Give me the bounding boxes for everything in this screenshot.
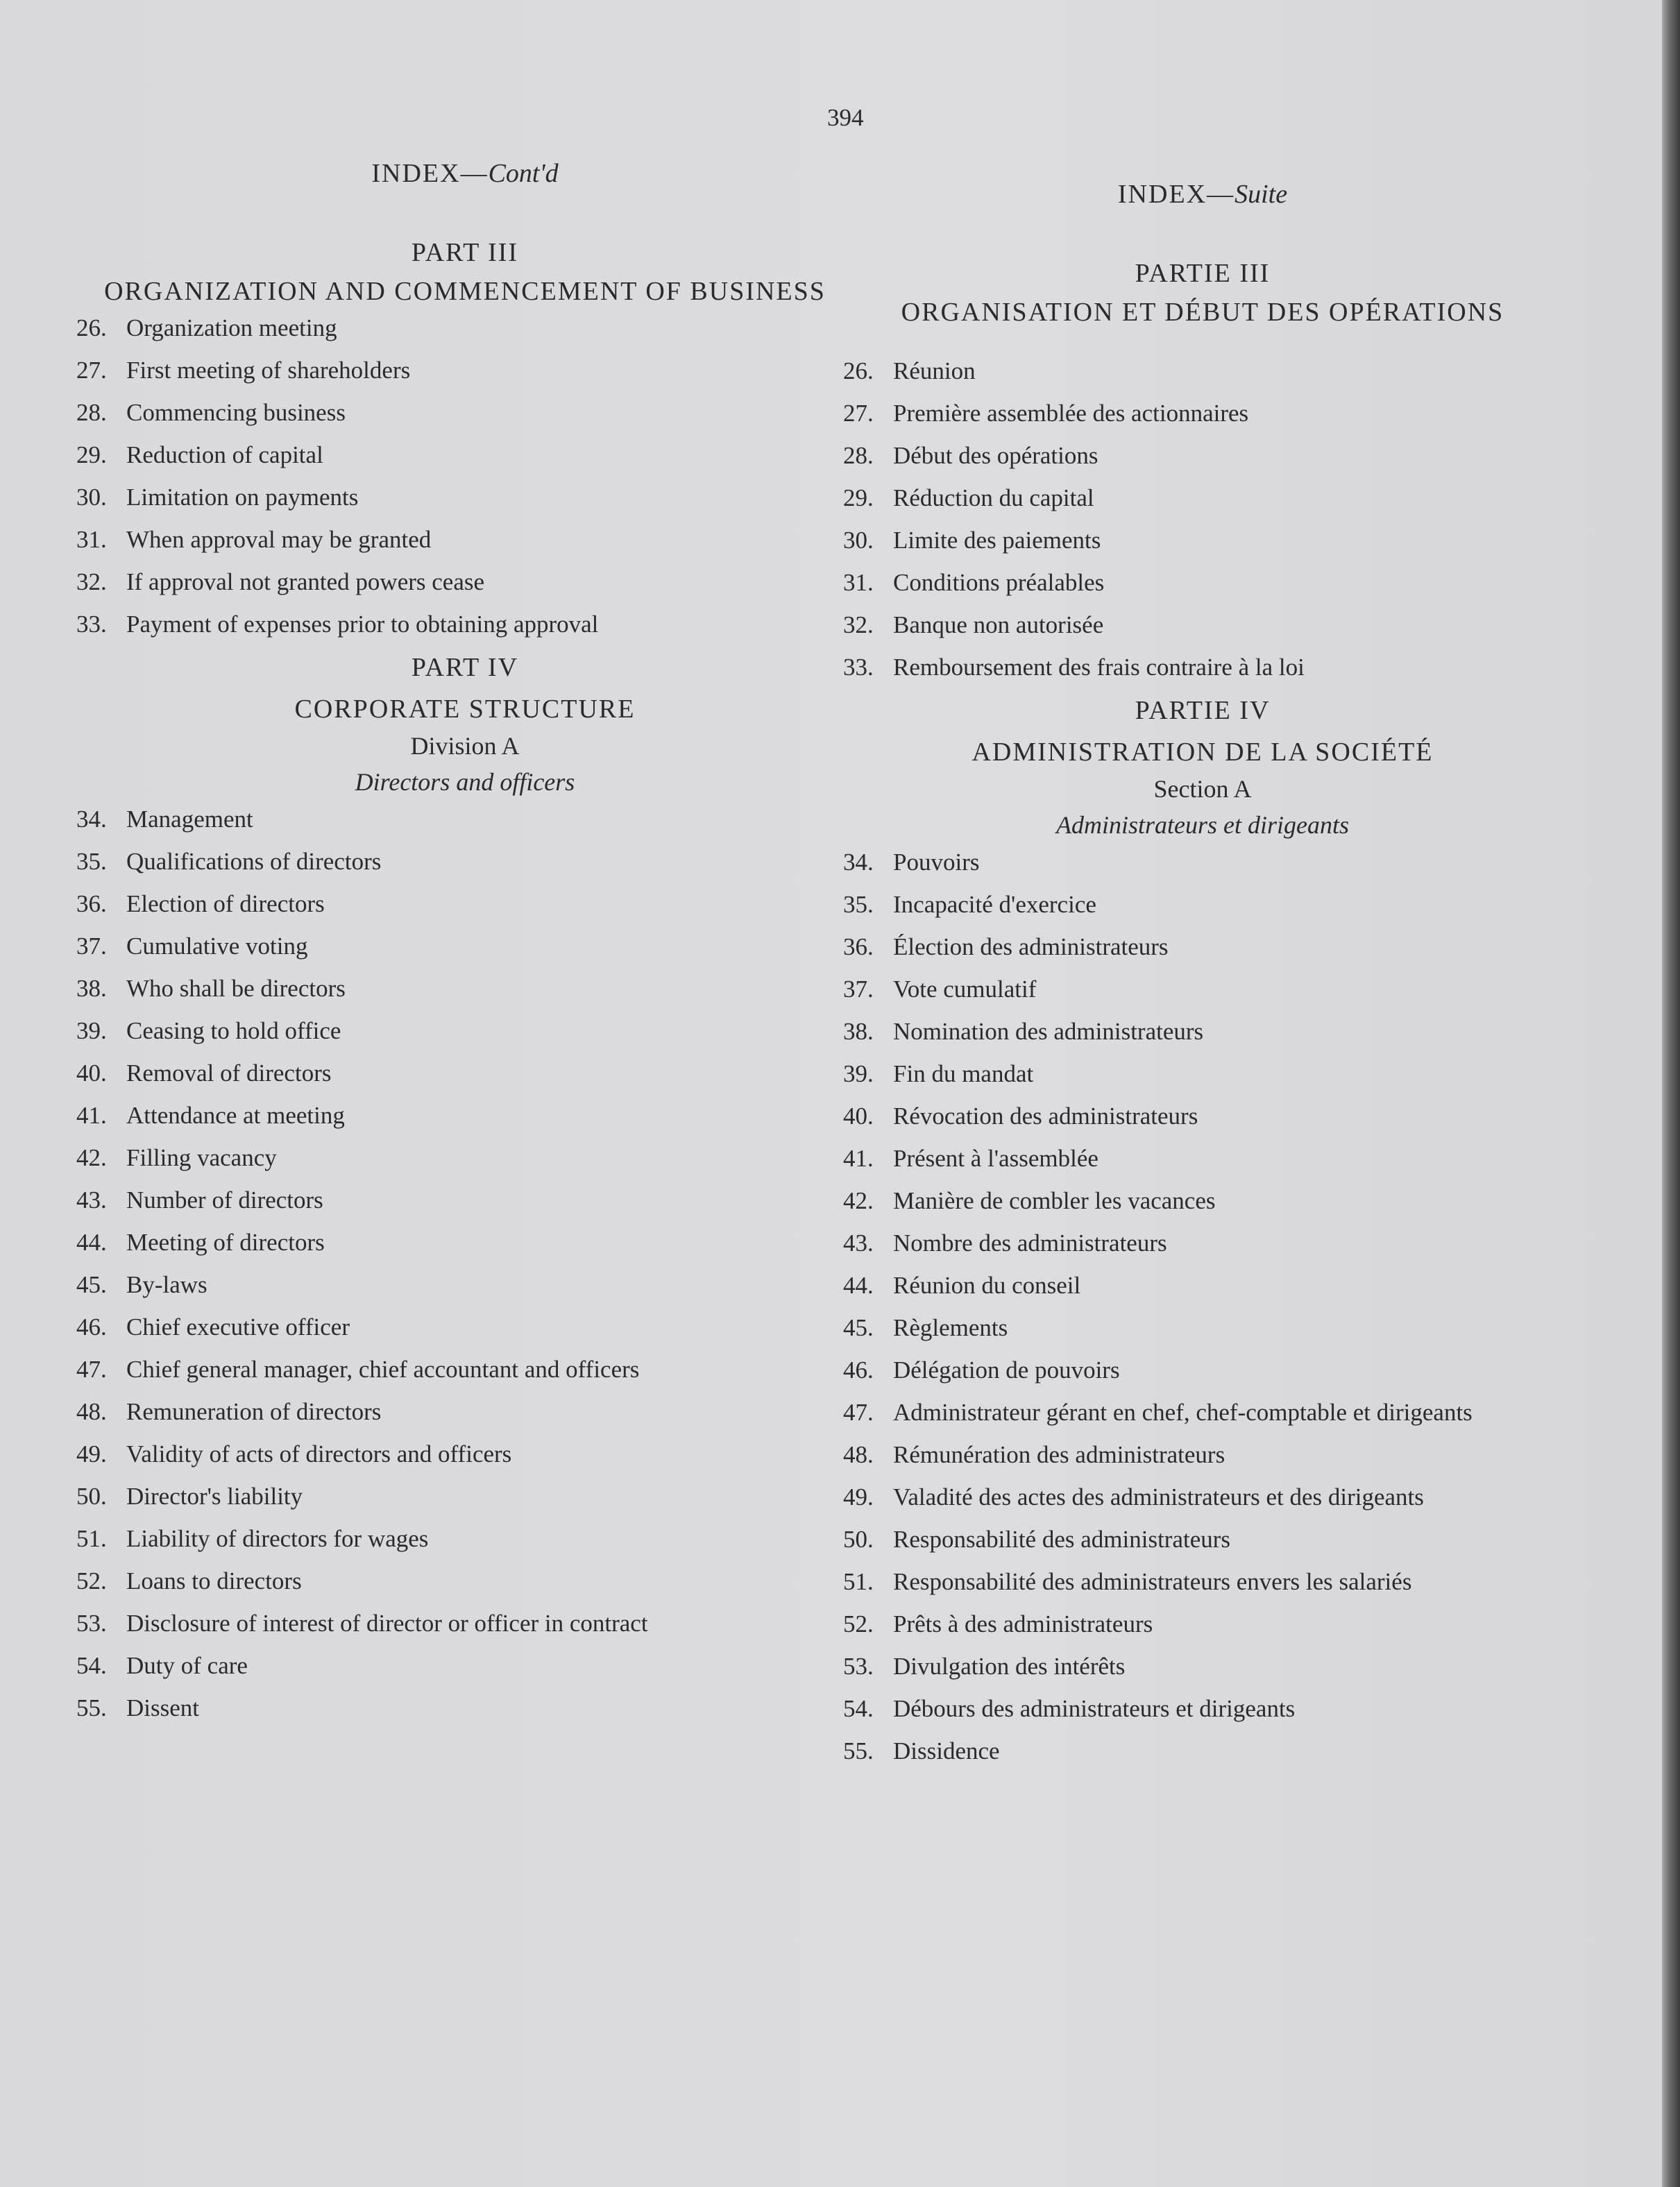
page-number: 394 bbox=[827, 104, 864, 131]
list-item bbox=[76, 356, 854, 385]
section-number: 48. bbox=[843, 1441, 874, 1468]
section-number: 54. bbox=[76, 1652, 107, 1679]
section-title: Limitation on payments bbox=[126, 484, 359, 511]
list-item bbox=[843, 1229, 1562, 1258]
section-number: 44. bbox=[76, 1229, 107, 1256]
section-title: Meeting of directors bbox=[126, 1229, 325, 1256]
section-title: Attendance at meeting bbox=[126, 1102, 345, 1129]
section-number: 39. bbox=[843, 1060, 874, 1087]
section-number: 49. bbox=[76, 1440, 107, 1467]
section-title: Réunion du conseil bbox=[893, 1272, 1081, 1299]
part-heading: PARTIE III bbox=[1135, 259, 1271, 288]
section-title: Pouvoirs bbox=[893, 849, 980, 876]
list-item bbox=[843, 1525, 1562, 1554]
section-title: Reduction of capital bbox=[126, 441, 323, 468]
section-number: 33. bbox=[76, 611, 107, 638]
list-item bbox=[76, 441, 854, 470]
part-title: ORGANIZATION AND COMMENCEMENT OF BUSINESS bbox=[104, 277, 826, 306]
list-item bbox=[843, 1356, 1562, 1385]
section-title: Remuneration of directors bbox=[126, 1398, 382, 1425]
section-number: 39. bbox=[76, 1017, 107, 1044]
section-number: 36. bbox=[76, 890, 107, 917]
list-item bbox=[843, 484, 1562, 513]
section-title: Première assemblée des actionnaires bbox=[893, 400, 1249, 427]
section-title: Filling vacancy bbox=[126, 1144, 277, 1171]
list-item bbox=[76, 314, 854, 343]
section-number: 52. bbox=[843, 1610, 874, 1637]
section-number: 36. bbox=[843, 933, 874, 960]
list-item bbox=[76, 1694, 854, 1723]
section-title: Chief general manager, chief accountant and officers bbox=[126, 1356, 640, 1383]
section-number: 47. bbox=[843, 1399, 874, 1426]
index-title-suffix: Cont'd bbox=[488, 159, 559, 188]
part-title: ADMINISTRATION DE LA SOCIÉTÉ bbox=[971, 738, 1434, 767]
part-title: ORGANISATION ET DÉBUT DES OPÉRATIONS bbox=[901, 298, 1504, 327]
list-item bbox=[843, 1017, 1562, 1046]
section-title: Disclosure of interest of director or officer in contract bbox=[126, 1610, 648, 1637]
list-item bbox=[76, 890, 854, 919]
section-number: 31. bbox=[843, 569, 874, 596]
section-number: 31. bbox=[76, 526, 107, 553]
section-title: Réunion bbox=[893, 357, 976, 384]
index-title bbox=[76, 158, 854, 207]
part-title: CORPORATE STRUCTURE bbox=[294, 695, 636, 724]
section-number: 41. bbox=[76, 1102, 107, 1129]
list-item bbox=[843, 848, 1562, 877]
section-title: Validity of acts of directors and officers bbox=[126, 1440, 512, 1467]
list-item bbox=[843, 1398, 1562, 1427]
section-title: Début des opérations bbox=[893, 442, 1098, 469]
list-item bbox=[76, 1101, 854, 1130]
list-item bbox=[843, 933, 1562, 962]
page-edge bbox=[1662, 0, 1680, 2187]
list-item bbox=[76, 483, 854, 512]
list-item bbox=[843, 1483, 1562, 1512]
list-item bbox=[76, 974, 854, 1003]
list-item bbox=[76, 1524, 854, 1554]
section-title: Délégation de pouvoirs bbox=[893, 1356, 1120, 1384]
section-title: Cumulative voting bbox=[126, 933, 308, 960]
section-number: 37. bbox=[843, 976, 874, 1003]
section-number: 42. bbox=[843, 1187, 874, 1214]
subdivision-heading: Administrateurs et dirigeants bbox=[1056, 811, 1349, 839]
section-title: Organization meeting bbox=[126, 314, 337, 341]
list-item bbox=[843, 399, 1562, 428]
section-title: Dissidence bbox=[893, 1737, 1000, 1764]
index-title bbox=[843, 179, 1562, 228]
section-number: 26. bbox=[76, 314, 107, 341]
section-number: 54. bbox=[843, 1695, 874, 1722]
section-title: Présent à l'assemblée bbox=[893, 1145, 1098, 1172]
division-heading: Division A bbox=[410, 732, 520, 760]
section-title: Administrateur gérant en chef, chef-comptable et dirigeants bbox=[893, 1399, 1473, 1426]
list-item bbox=[843, 1694, 1562, 1724]
part-heading: PART IV bbox=[411, 653, 519, 682]
index-title-suffix: Suite bbox=[1234, 180, 1288, 209]
section-title: Liability of directors for wages bbox=[126, 1525, 429, 1552]
list-item bbox=[843, 653, 1562, 682]
section-title: Rémunération des administrateurs bbox=[893, 1441, 1225, 1468]
section-number: 45. bbox=[76, 1271, 107, 1298]
section-title: Management bbox=[126, 806, 253, 833]
section-title: Responsabilité des administrateurs envers les salariés bbox=[893, 1568, 1412, 1595]
section-number: 28. bbox=[76, 399, 107, 426]
section-title: Vote cumulatif bbox=[893, 976, 1037, 1003]
section-title: Chief executive officer bbox=[126, 1313, 350, 1341]
section-number: 50. bbox=[76, 1483, 107, 1510]
section-title: Prêts à des administrateurs bbox=[893, 1610, 1153, 1637]
section-list bbox=[843, 848, 1562, 1766]
section-title: Manière de combler les vacances bbox=[893, 1187, 1216, 1214]
section-title: By-laws bbox=[126, 1271, 207, 1298]
section-title: Incapacité d'exercice bbox=[893, 891, 1096, 918]
list-item bbox=[843, 1737, 1562, 1766]
section-title: When approval may be granted bbox=[126, 526, 432, 553]
index-title-text: INDEX— bbox=[371, 159, 489, 188]
section-title: Election of directors bbox=[126, 890, 325, 917]
list-item bbox=[76, 1228, 854, 1257]
section-title: Conditions préalables bbox=[893, 569, 1105, 596]
section-title: Commencing business bbox=[126, 399, 346, 426]
section-number: 27. bbox=[76, 357, 107, 384]
section-title: Révocation des administrateurs bbox=[893, 1103, 1198, 1130]
section-number: 33. bbox=[843, 654, 874, 681]
list-item bbox=[76, 1609, 854, 1638]
section-title: Who shall be directors bbox=[126, 975, 346, 1002]
section-number: 51. bbox=[76, 1525, 107, 1552]
section-number: 38. bbox=[76, 975, 107, 1002]
list-item bbox=[843, 611, 1562, 640]
list-item bbox=[76, 568, 854, 597]
list-item bbox=[843, 1144, 1562, 1173]
section-number: 41. bbox=[843, 1145, 874, 1172]
section-number: 38. bbox=[843, 1018, 874, 1045]
section-number: 51. bbox=[843, 1568, 874, 1595]
section-number: 30. bbox=[843, 527, 874, 554]
section-title: Dissent bbox=[126, 1694, 199, 1721]
list-item bbox=[76, 1313, 854, 1342]
list-item bbox=[76, 1651, 854, 1680]
list-item bbox=[76, 1143, 854, 1173]
section-number: 53. bbox=[76, 1610, 107, 1637]
section-number: 47. bbox=[76, 1356, 107, 1383]
section-number: 32. bbox=[76, 568, 107, 595]
list-item bbox=[76, 847, 854, 876]
part-heading: PART III bbox=[411, 238, 519, 267]
list-item bbox=[843, 1060, 1562, 1089]
section-title: Payment of expenses prior to obtaining approval bbox=[126, 611, 599, 638]
list-item bbox=[76, 1270, 854, 1300]
section-title: Débours des administrateurs et dirigeants bbox=[893, 1695, 1296, 1722]
subdivision-heading: Directors and officers bbox=[355, 768, 575, 796]
section-title: Règlements bbox=[893, 1314, 1008, 1341]
division-heading: Section A bbox=[1153, 775, 1252, 803]
section-title: Divulgation des intérêts bbox=[893, 1653, 1126, 1680]
section-title: Fin du mandat bbox=[893, 1060, 1034, 1087]
section-title: If approval not granted powers cease bbox=[126, 568, 485, 595]
section-title: Limite des paiements bbox=[893, 527, 1101, 554]
list-item bbox=[843, 441, 1562, 470]
list-item bbox=[843, 1440, 1562, 1470]
list-item bbox=[76, 525, 854, 554]
list-item bbox=[843, 568, 1562, 597]
section-number: 30. bbox=[76, 484, 107, 511]
list-item bbox=[843, 357, 1562, 386]
section-title: Removal of directors bbox=[126, 1060, 332, 1087]
section-title: Réduction du capital bbox=[893, 484, 1094, 511]
list-item bbox=[76, 1482, 854, 1511]
section-number: 34. bbox=[843, 849, 874, 876]
index-title-text: INDEX— bbox=[1117, 180, 1235, 209]
list-item bbox=[76, 1397, 854, 1427]
list-item bbox=[76, 1440, 854, 1469]
section-number: 50. bbox=[843, 1526, 874, 1553]
section-number: 26. bbox=[843, 357, 874, 384]
section-number: 29. bbox=[76, 441, 107, 468]
section-number: 43. bbox=[76, 1186, 107, 1214]
list-item bbox=[76, 1059, 854, 1088]
section-number: 55. bbox=[76, 1694, 107, 1721]
list-item bbox=[843, 1652, 1562, 1681]
section-number: 46. bbox=[76, 1313, 107, 1341]
list-item bbox=[76, 1355, 854, 1384]
section-title: Valadité des actes des administrateurs et des dirigeants bbox=[893, 1483, 1424, 1511]
section-title: Number of directors bbox=[126, 1186, 323, 1214]
section-title: Ceasing to hold office bbox=[126, 1017, 341, 1044]
section-number: 43. bbox=[843, 1229, 874, 1257]
section-title: Duty of care bbox=[126, 1652, 248, 1679]
list-item bbox=[843, 1567, 1562, 1597]
section-number: 27. bbox=[843, 400, 874, 427]
french-column bbox=[843, 179, 1562, 1779]
section-number: 42. bbox=[76, 1144, 107, 1171]
section-number: 55. bbox=[843, 1737, 874, 1764]
list-item bbox=[76, 932, 854, 961]
section-list bbox=[843, 357, 1562, 682]
section-number: 46. bbox=[843, 1356, 874, 1384]
section-list bbox=[76, 805, 854, 1723]
section-number: 29. bbox=[843, 484, 874, 511]
list-item bbox=[843, 1313, 1562, 1343]
list-item bbox=[843, 1102, 1562, 1131]
section-title: Élection des administrateurs bbox=[893, 933, 1169, 960]
section-number: 35. bbox=[76, 848, 107, 875]
section-number: 28. bbox=[843, 442, 874, 469]
section-title: Director's liability bbox=[126, 1483, 303, 1510]
english-column bbox=[76, 158, 854, 1736]
section-title: Remboursement des frais contraire à la loi bbox=[893, 654, 1305, 681]
section-number: 44. bbox=[843, 1272, 874, 1299]
section-title: Responsabilité des administrateurs bbox=[893, 1526, 1231, 1553]
section-title: Qualifications of directors bbox=[126, 848, 382, 875]
section-title: Loans to directors bbox=[126, 1567, 302, 1594]
list-item bbox=[76, 610, 854, 639]
list-item bbox=[76, 1567, 854, 1596]
list-item bbox=[843, 1186, 1562, 1216]
list-item bbox=[76, 1186, 854, 1215]
part-heading: PARTIE IV bbox=[1135, 696, 1271, 725]
section-number: 49. bbox=[843, 1483, 874, 1511]
section-number: 40. bbox=[76, 1060, 107, 1087]
section-number: 37. bbox=[76, 933, 107, 960]
section-list bbox=[76, 314, 854, 639]
section-number: 45. bbox=[843, 1314, 874, 1341]
section-number: 34. bbox=[76, 806, 107, 833]
section-title: Banque non autorisée bbox=[893, 611, 1104, 638]
list-item bbox=[76, 398, 854, 427]
section-number: 48. bbox=[76, 1398, 107, 1425]
section-title: Nombre des administrateurs bbox=[893, 1229, 1167, 1257]
list-item bbox=[843, 526, 1562, 555]
list-item bbox=[76, 805, 854, 834]
list-item bbox=[843, 1610, 1562, 1639]
list-item bbox=[76, 1016, 854, 1046]
section-number: 52. bbox=[76, 1567, 107, 1594]
section-number: 35. bbox=[843, 891, 874, 918]
section-number: 53. bbox=[843, 1653, 874, 1680]
section-title: Nomination des administrateurs bbox=[893, 1018, 1204, 1045]
list-item bbox=[843, 890, 1562, 919]
section-title: First meeting of shareholders bbox=[126, 357, 411, 384]
section-number: 40. bbox=[843, 1103, 874, 1130]
list-item bbox=[843, 1271, 1562, 1300]
section-number: 32. bbox=[843, 611, 874, 638]
list-item bbox=[843, 975, 1562, 1004]
